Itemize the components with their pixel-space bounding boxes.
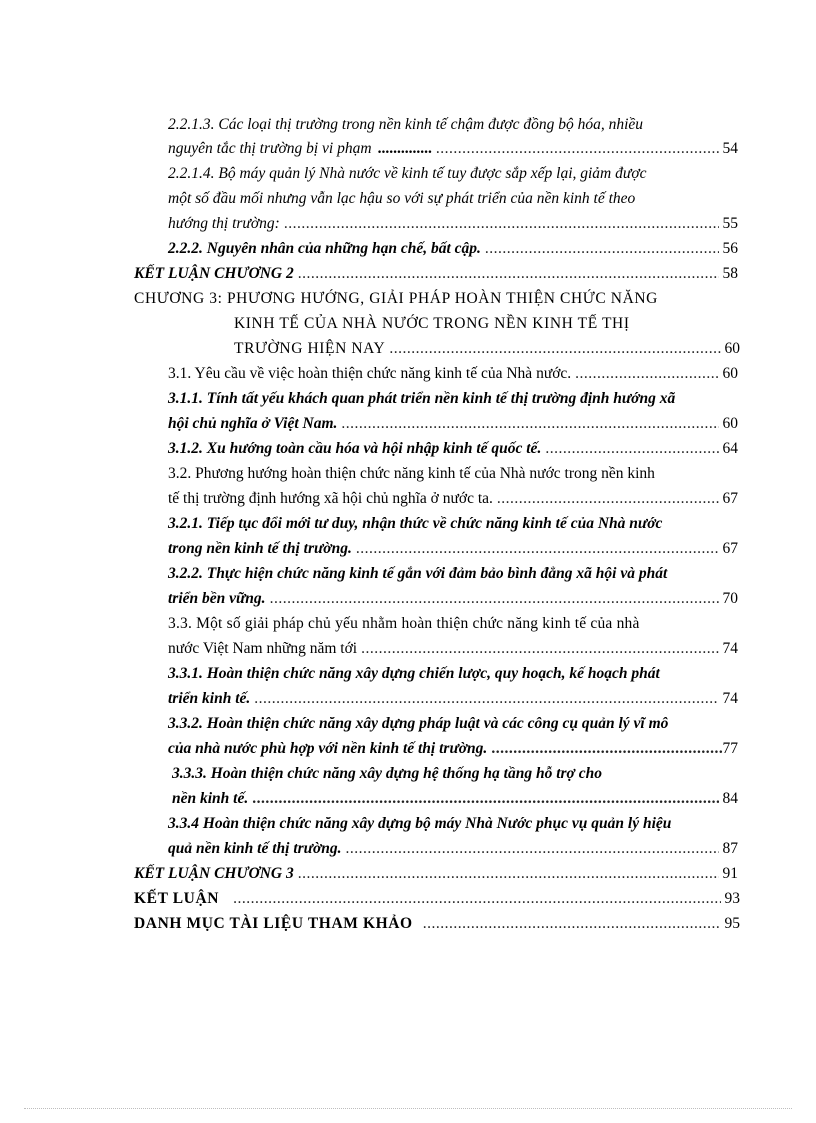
toc-entry-2-2-1-4-line1: 2.2.1.4. Bộ máy quản lý Nhà nước về kinh tế tuy được sắp xếp lại, giảm được xyxy=(168,165,647,182)
toc-page-number: 74 xyxy=(722,640,738,657)
toc-entry-text: nền kinh tế. xyxy=(172,790,249,807)
toc-page-number: 70 xyxy=(722,590,738,607)
toc-entry-ket-luan xyxy=(134,886,740,912)
toc-entry-text: hội chủ nghĩa ở Việt Nam. xyxy=(168,415,338,432)
toc-entry-text: DANH MỤC TÀI LIỆU THAM KHẢO xyxy=(134,915,413,932)
toc-entry-2-2-1-4 xyxy=(168,211,738,237)
toc-page-number: 84 xyxy=(722,790,738,807)
toc-entry-text: quả nền kinh tế thị trường. xyxy=(168,840,342,857)
toc-entry-danh-muc-tai-lieu xyxy=(134,911,740,937)
toc-entry-3-3-1 xyxy=(168,686,738,712)
toc-entry-3-1-2 xyxy=(168,436,738,462)
toc-entry-2-2-1-4-line2: một số đầu mối nhưng vẫn lạc hậu so với sự phát triển của nền kinh tế theo xyxy=(168,190,636,207)
toc-entry-3-3-4-line1: 3.3.4 Hoàn thiện chức năng xây dựng bộ máy Nhà Nước phục vụ quản lý hiệu xyxy=(168,815,672,832)
toc-entry-text: của nhà nước phù hợp với nền kinh tế thị trường. xyxy=(168,740,488,757)
toc-page-number: 60 xyxy=(722,415,738,432)
toc-entry-3-2-2-line1: 3.2.2. Thực hiện chức năng kinh tế gắn với đảm bảo bình đẳng xã hội và phát xyxy=(168,565,668,582)
toc-entry-3-2-1-line1: 3.2.1. Tiếp tục đổi mới tư duy, nhận thức về chức năng kinh tế của Nhà nước xyxy=(168,515,663,532)
toc-entry-text: KẾT LUẬN CHƯƠNG 2 xyxy=(134,265,294,282)
toc-page-number: 67 xyxy=(722,540,738,557)
toc-chapter-3-line1: CHƯƠNG 3: PHƯƠNG HƯỚNG, GIẢI PHÁP HOÀN THIỆN CHỨC NĂNG xyxy=(134,290,658,307)
toc-entry-text: triển kinh tế. xyxy=(168,690,251,707)
toc-entry-text: trong nền kinh tế thị trường. xyxy=(168,540,352,557)
dot-leader xyxy=(356,536,719,562)
dot-leader xyxy=(284,211,719,237)
toc-entry-text: 3.1. Yêu cầu về việc hoàn thiện chức năng kinh tế của Nhà nước. xyxy=(168,365,572,382)
toc-entry-3-1 xyxy=(168,361,738,387)
toc-page-number: 58 xyxy=(722,265,738,282)
toc-entry-3-2-line1: 3.2. Phương hướng hoàn thiện chức năng kinh tế của Nhà nước trong nền kinh xyxy=(168,465,655,482)
dot-leader xyxy=(270,586,719,612)
toc-entry-text: 2.2.2. Nguyên nhân của những hạn chế, bất cập. xyxy=(168,240,481,257)
toc-page-number: 95 xyxy=(724,915,740,932)
toc-page-number: 64 xyxy=(722,440,738,457)
dot-leader xyxy=(545,436,718,462)
toc-page-number: 60 xyxy=(724,340,740,357)
toc-page-number: 91 xyxy=(722,865,738,882)
toc-entry-3-3-2-line1: 3.3.2. Hoàn thiện chức năng xây dựng pháp luật và các công cụ quản lý vĩ mô xyxy=(168,715,669,732)
toc-page-number: 54 xyxy=(722,140,738,157)
dot-leader xyxy=(423,911,721,937)
toc-chapter-3-line2: KINH TẾ CỦA NHÀ NƯỚC TRONG NỀN KINH TẾ THỊ xyxy=(234,315,630,332)
toc-entry-3-3-3-line1: 3.3.3. Hoàn thiện chức năng xây dựng hệ thống hạ tầng hỗ trợ cho xyxy=(172,765,602,782)
toc-page-number: 60 xyxy=(722,365,738,382)
toc-entry-ket-luan-chuong-2 xyxy=(134,261,738,287)
toc-entry-2-2-1-3-line1: 2.2.1.3. Các loại thị trường trong nền kinh tế chậm được đồng bộ hóa, nhiều xyxy=(168,116,644,133)
toc-page-number: 93 xyxy=(724,890,740,907)
toc-entry-3-2-1 xyxy=(168,536,738,562)
toc-entry-3-1-1-line1: 3.1.1. Tính tất yếu khách quan phát triển nền kinh tế thị trường định hướng xã xyxy=(168,390,676,407)
toc-entry-3-2 xyxy=(168,486,738,512)
dot-leader xyxy=(233,886,720,912)
dot-leader xyxy=(491,736,722,762)
toc-entry-text: tế thị trường định hướng xã hội chủ nghĩa ở nước ta. xyxy=(168,490,493,507)
toc-page-number: 67 xyxy=(722,490,738,507)
dot-leader xyxy=(436,136,719,162)
dot-leader xyxy=(497,486,719,512)
toc-page-number: 55 xyxy=(722,215,738,232)
toc-entry-text: 3.1.2. Xu hướng toàn cầu hóa và hội nhập kinh tế quốc tế. xyxy=(168,440,542,457)
toc-entry-text: triển bền vững. xyxy=(168,590,266,607)
dot-leader xyxy=(485,236,719,262)
toc-page-number: 77 xyxy=(722,740,738,757)
dot-leader xyxy=(254,686,718,712)
toc-entry-2-2-2 xyxy=(168,236,738,262)
toc-entry-leader-bold: .............. xyxy=(377,140,432,157)
dot-leader xyxy=(346,836,719,862)
toc-entry-text: KẾT LUẬN CHƯƠNG 3 xyxy=(134,865,294,882)
dot-leader xyxy=(252,786,718,812)
page-bottom-divider xyxy=(24,1108,792,1111)
dot-leader xyxy=(389,336,720,362)
toc-chapter-3 xyxy=(234,336,740,362)
toc-entry-3-3-2 xyxy=(168,736,738,762)
toc-page-number: 87 xyxy=(722,840,738,857)
toc-entry-3-1-1 xyxy=(168,411,738,437)
toc-entry-3-3-3 xyxy=(172,786,738,812)
toc-entry-3-3-4 xyxy=(168,836,738,862)
toc-page-number: 56 xyxy=(722,240,738,257)
dot-leader xyxy=(298,861,719,887)
dot-leader xyxy=(361,636,718,662)
dot-leader xyxy=(298,261,719,287)
toc-entry-3-3-1-line1: 3.3.1. Hoàn thiện chức năng xây dựng chiến lược, quy hoạch, kế hoạch phát xyxy=(168,665,660,682)
toc-entry-text: nước Việt Nam những năm tới xyxy=(168,640,358,657)
toc-entry-ket-luan-chuong-3 xyxy=(134,861,738,887)
toc-entry-3-3-line1: 3.3. Một số giải pháp chủ yếu nhằm hoàn thiện chức năng kinh tế của nhà xyxy=(168,615,640,632)
toc-page-number: 74 xyxy=(722,690,738,707)
toc-entry-3-2-2 xyxy=(168,586,738,612)
toc-entry-text: hướng thị trường: xyxy=(168,215,280,232)
toc-entry-3-3 xyxy=(168,636,738,662)
toc-entry-text: TRƯỜNG HIỆN NAY xyxy=(234,340,386,357)
toc-entry-text: nguyên tắc thị trường bị vi phạm xyxy=(168,140,372,157)
dot-leader xyxy=(341,411,718,437)
toc-entry-text: KẾT LUẬN xyxy=(134,890,220,907)
toc-entry-2-2-1-3 xyxy=(168,136,738,162)
dot-leader xyxy=(575,361,718,387)
